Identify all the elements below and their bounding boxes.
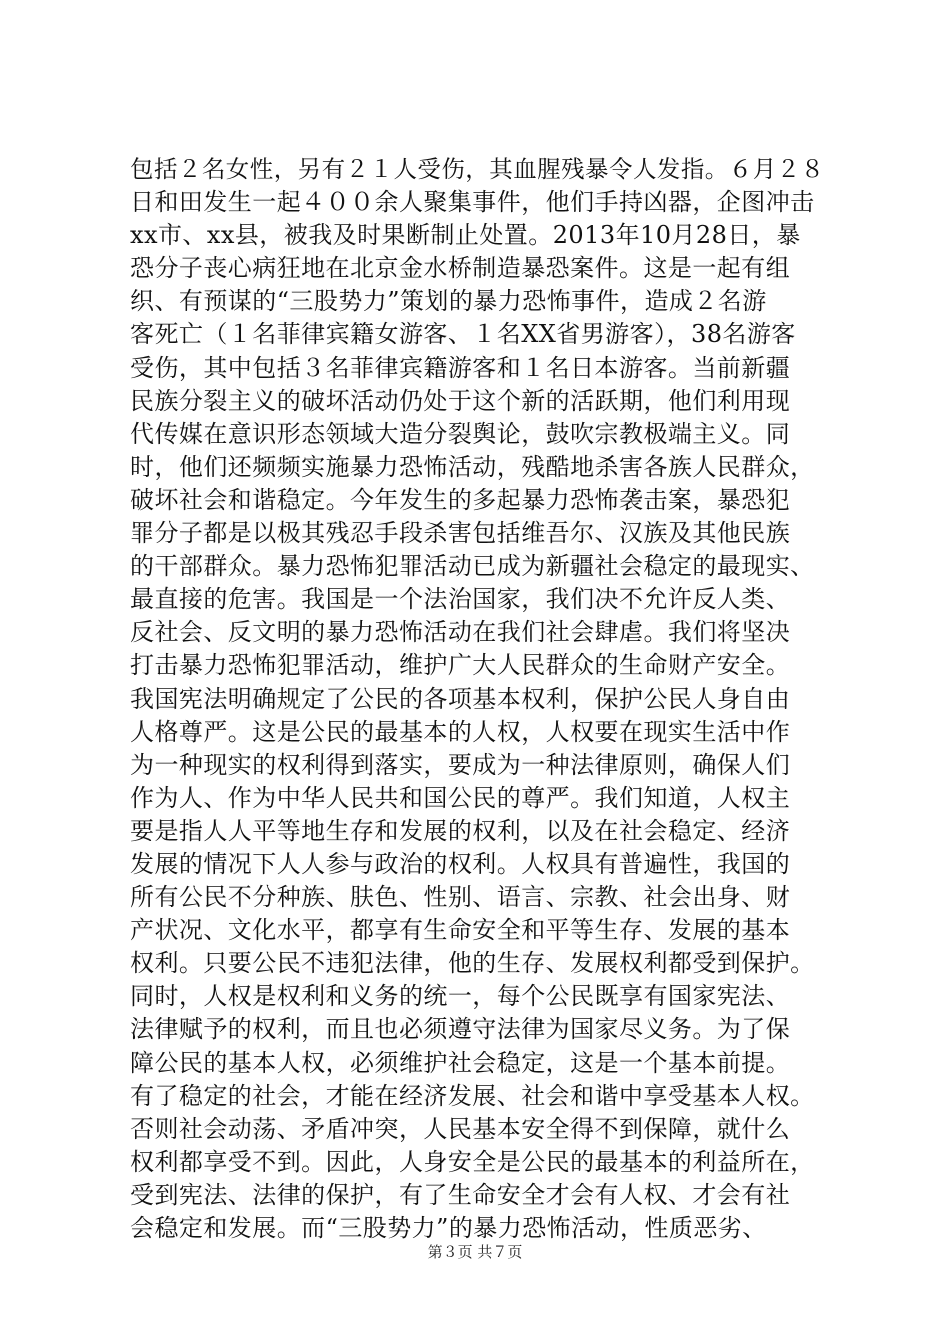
text-line: 时，他们还频频实施暴力恐怖活动，残酷地杀害各族人民群众， — [130, 452, 815, 481]
text-line: 破坏社会和谐稳定。今年发生的多起暴力恐怖袭击案，暴恐犯 — [130, 485, 791, 514]
text-line: 客死亡（１名菲律宾籍女游客、１名XX省男游客），38名游客 — [130, 320, 796, 349]
text-line: 代传媒在意识形态领域大造分裂舆论，鼓吹宗教极端主义。同 — [130, 419, 791, 448]
page-footer: 第３页 共７页 — [427, 1243, 523, 1261]
text-line: 同时，人权是权利和义务的统一，每个公民既享有国家宪法、 — [130, 982, 791, 1011]
text-line: 所有公民不分种族、肤色、性别、语言、宗教、社会出身、财 — [130, 883, 791, 912]
text-line: 障公民的基本人权，必须维护社会稳定，这是一个基本前提。 — [130, 1048, 791, 1077]
text-line: xx市、xx县，被我及时果断制止处置。2013年10月28日，暴 — [130, 221, 801, 250]
text-line: 权利。只要公民不违犯法律，他的生存、发展权利都受到保护。 — [130, 949, 815, 978]
text-line: 日和田发生一起４００余人聚集事件，他们手持凶器，企图冲击 — [130, 188, 815, 217]
text-line: 受到宪法、法律的保护，有了生命安全才会有人权、才会有社 — [130, 1180, 791, 1209]
text-line: 人格尊严。这是公民的最基本的人权，人权要在现实生活中作 — [130, 717, 791, 746]
text-line: 法律赋予的权利，而且也必须遵守法律为国家尽义务。为了保 — [130, 1015, 791, 1044]
text-line: 发展的情况下人人参与政治的权利。人权具有普遍性，我国的 — [130, 849, 791, 878]
text-line: 的干部群众。暴力恐怖犯罪活动已成为新疆社会稳定的最现实、 — [130, 552, 815, 581]
text-line: 我国宪法明确规定了公民的各项基本权利，保护公民人身自由 — [130, 684, 791, 713]
text-line: 织、有预谋的“三股势力”策划的暴力恐怖事件，造成２名游 — [130, 287, 767, 316]
text-line: 打击暴力恐怖犯罪活动，维护广大人民群众的生命财产安全。 — [130, 651, 791, 680]
text-line: 权利都享受不到。因此，人身安全是公民的最基本的利益所在， — [130, 1147, 815, 1176]
text-line: 有了稳定的社会，才能在经济发展、社会和谐中享受基本人权。 — [130, 1081, 815, 1110]
text-line: 产状况、文化水平，都享有生命安全和平等生存、发展的基本 — [130, 916, 791, 945]
body-text — [130, 153, 830, 1245]
text-line: 反社会、反文明的暴力恐怖活动在我们社会肆虐。我们将坚决 — [130, 618, 791, 647]
text-line: 罪分子都是以极其残忍手段杀害包括维吾尔、汉族及其他民族 — [130, 519, 791, 548]
text-line: 作为人、作为中华人民共和国公民的尊严。我们知道，人权主 — [130, 783, 791, 812]
text-line: 要是指人人平等地生存和发展的权利，以及在社会稳定、经济 — [130, 816, 791, 845]
text-line: 为一种现实的权利得到落实，要成为一种法律原则，确保人们 — [130, 750, 791, 779]
text-line: 包括２名女性，另有２１人受伤，其血腥残暴令人发指。６月２８ — [130, 155, 825, 183]
text-line: 受伤，其中包括３名菲律宾籍游客和１名日本游客。当前新疆 — [130, 353, 791, 382]
text-line: 会稳定和发展。而“三股势力”的暴力恐怖活动，性质恶劣、 — [130, 1214, 767, 1242]
text-line: 否则社会动荡、矛盾冲突，人民基本安全得不到保障，就什么 — [130, 1114, 791, 1143]
text-line: 最直接的危害。我国是一个法治国家，我们决不允许反人类、 — [130, 585, 791, 614]
text-line: 民族分裂主义的破坏活动仍处于这个新的活跃期，他们利用现 — [130, 386, 791, 415]
text-line: 恐分子丧心病狂地在北京金水桥制造暴恐案件。这是一起有组 — [130, 254, 791, 283]
